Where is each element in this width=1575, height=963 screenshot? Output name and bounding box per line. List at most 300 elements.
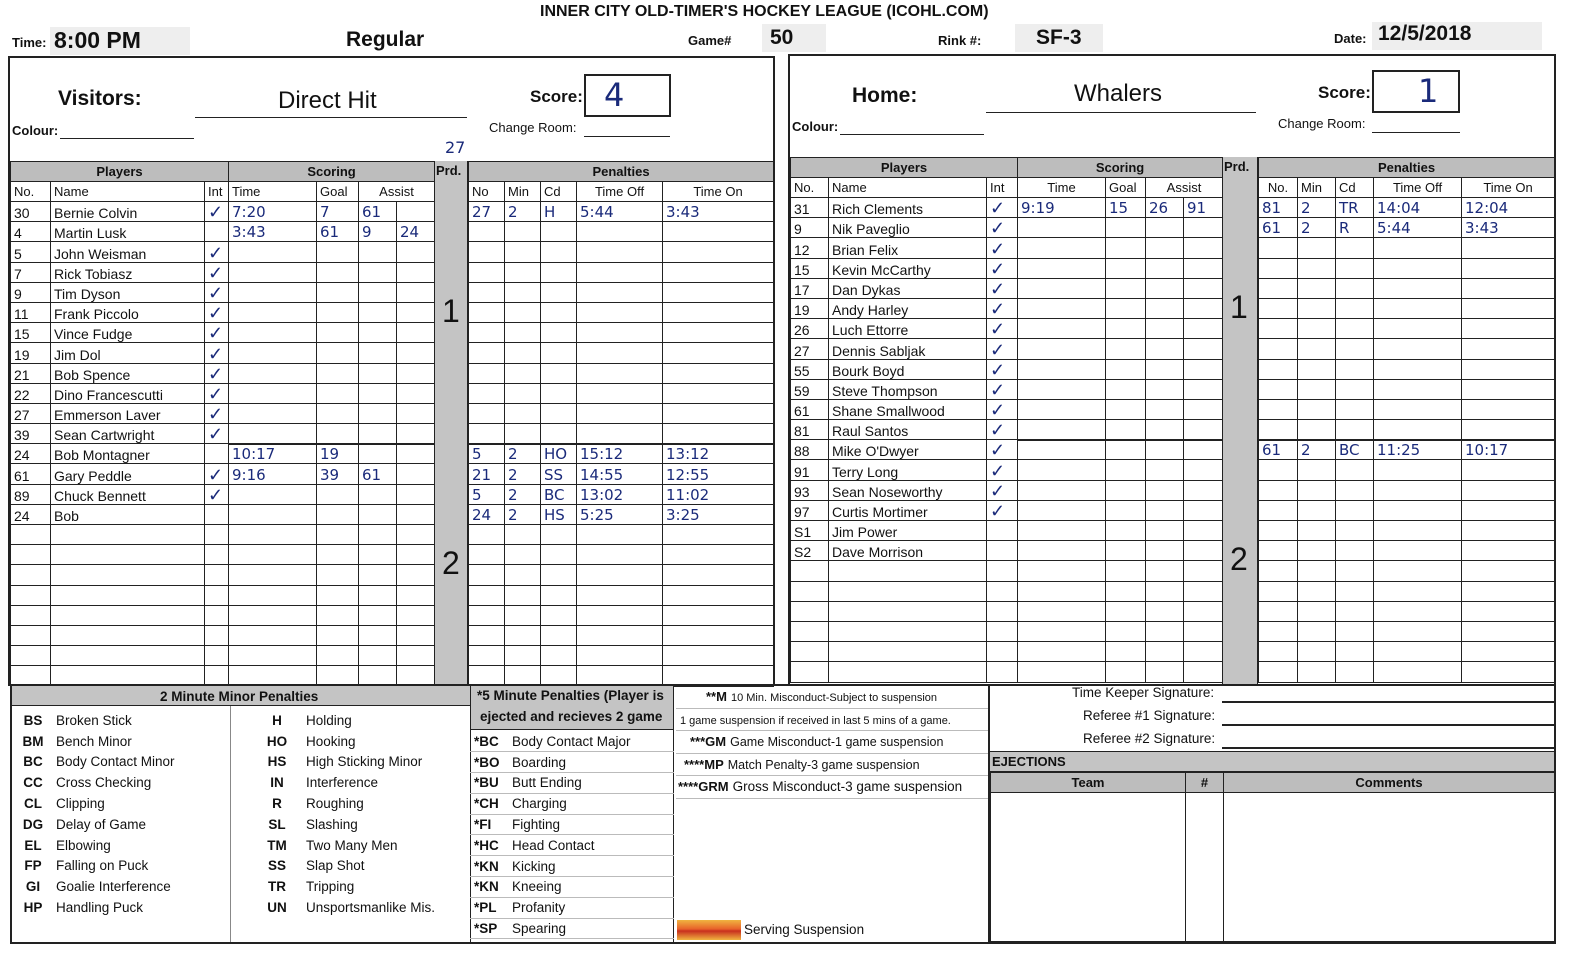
- visitors-player-cell[interactable]: [205, 525, 229, 545]
- visitors-player-cell[interactable]: [51, 323, 205, 343]
- visitors-penalty-cell[interactable]: [541, 383, 577, 403]
- visitors-penalty-cell[interactable]: [469, 383, 505, 403]
- visitors-scoring-cell[interactable]: [229, 565, 317, 585]
- visitors-scoring-cell[interactable]: [359, 464, 397, 484]
- home-penalty-cell[interactable]: [1374, 621, 1462, 641]
- home-scoring-cell[interactable]: [1184, 218, 1223, 238]
- visitors-penalty-cell[interactable]: [541, 525, 577, 545]
- visitors-penalty-cell[interactable]: [469, 343, 505, 363]
- home-player-cell[interactable]: [791, 278, 829, 298]
- home-player-cell[interactable]: [829, 198, 987, 218]
- visitors-scoring-cell[interactable]: [229, 282, 317, 302]
- home-penalty-cell[interactable]: [1336, 298, 1374, 318]
- home-scoring-cell[interactable]: [1146, 642, 1184, 662]
- home-scoring-cell[interactable]: [1018, 319, 1106, 339]
- visitors-penalty-cell[interactable]: [663, 646, 774, 666]
- home-scoring-cell[interactable]: [1106, 399, 1146, 419]
- visitors-scoring-cell[interactable]: [317, 605, 359, 625]
- visitors-scoring-cell[interactable]: [229, 403, 317, 423]
- visitors-penalty-cell[interactable]: [541, 222, 577, 242]
- visitors-penalty-cell[interactable]: [469, 484, 505, 504]
- home-player-cell[interactable]: [829, 460, 987, 480]
- visitors-player-cell[interactable]: [205, 464, 229, 484]
- home-penalty-cell[interactable]: [1298, 621, 1336, 641]
- visitors-scoring-cell[interactable]: [359, 323, 397, 343]
- home-scoring-cell[interactable]: [1018, 399, 1106, 419]
- home-scoring-cell[interactable]: [1184, 359, 1223, 379]
- home-scoring-cell[interactable]: [1184, 500, 1223, 520]
- visitors-scoring-cell[interactable]: [397, 525, 435, 545]
- home-player-cell[interactable]: [829, 218, 987, 238]
- home-player-cell[interactable]: [829, 440, 987, 460]
- visitors-scoring-cell[interactable]: [359, 343, 397, 363]
- home-penalty-cell[interactable]: [1298, 601, 1336, 621]
- home-scoring-cell[interactable]: [1018, 642, 1106, 662]
- visitors-player-cell[interactable]: [11, 363, 51, 383]
- home-penalty-cell[interactable]: [1336, 238, 1374, 258]
- visitors-scoring-cell[interactable]: [229, 504, 317, 524]
- home-scoring-cell[interactable]: [1146, 601, 1184, 621]
- visitors-penalty-cell[interactable]: [541, 605, 577, 625]
- visitors-penalty-cell[interactable]: [469, 545, 505, 565]
- home-penalty-cell[interactable]: [1462, 298, 1555, 318]
- visitors-penalty-cell[interactable]: [577, 504, 663, 524]
- visitors-player-cell[interactable]: [11, 242, 51, 262]
- visitors-player-cell[interactable]: [51, 222, 205, 242]
- home-scoring-cell[interactable]: [1018, 218, 1106, 238]
- visitors-scoring-cell[interactable]: [229, 383, 317, 403]
- home-scoring-cell[interactable]: [1146, 480, 1184, 500]
- home-scoring-cell[interactable]: [1184, 278, 1223, 298]
- home-penalty-cell[interactable]: [1374, 440, 1462, 460]
- home-penalty-cell[interactable]: [1336, 218, 1374, 238]
- visitors-scoring-cell[interactable]: [359, 242, 397, 262]
- visitors-scoring-cell[interactable]: [229, 363, 317, 383]
- home-scoring-cell[interactable]: [1184, 319, 1223, 339]
- home-player-cell[interactable]: [791, 319, 829, 339]
- home-penalty-cell[interactable]: [1374, 319, 1462, 339]
- home-player-cell[interactable]: [791, 420, 829, 440]
- visitors-penalty-cell[interactable]: [577, 403, 663, 423]
- visitors-scoring-cell[interactable]: [397, 383, 435, 403]
- home-penalty-cell[interactable]: [1462, 420, 1555, 440]
- visitors-scoring-cell[interactable]: [397, 484, 435, 504]
- visitors-player-cell[interactable]: [51, 525, 205, 545]
- visitors-player-cell[interactable]: [11, 504, 51, 524]
- home-penalty-cell[interactable]: [1462, 480, 1555, 500]
- home-penalty-cell[interactable]: [1462, 561, 1555, 581]
- home-penalty-cell[interactable]: [1259, 339, 1298, 359]
- home-penalty-cell[interactable]: [1336, 500, 1374, 520]
- home-scoring-cell[interactable]: [1184, 601, 1223, 621]
- home-penalty-cell[interactable]: [1298, 662, 1336, 682]
- home-player-cell[interactable]: [987, 218, 1018, 238]
- visitors-scoring-cell[interactable]: [317, 525, 359, 545]
- home-player-cell[interactable]: [791, 500, 829, 520]
- home-player-cell[interactable]: [829, 561, 987, 581]
- visitors-player-cell[interactable]: [205, 363, 229, 383]
- home-penalty-cell[interactable]: [1298, 319, 1336, 339]
- home-penalty-cell[interactable]: [1259, 359, 1298, 379]
- visitors-penalty-cell[interactable]: [541, 202, 577, 222]
- home-player-cell[interactable]: [829, 379, 987, 399]
- visitors-penalty-cell[interactable]: [505, 464, 541, 484]
- home-scoring-cell[interactable]: [1184, 258, 1223, 278]
- home-scoring-cell[interactable]: [1018, 339, 1106, 359]
- home-penalty-cell[interactable]: [1259, 541, 1298, 561]
- visitors-player-cell[interactable]: [51, 585, 205, 605]
- visitors-penalty-cell[interactable]: [663, 666, 774, 686]
- home-penalty-cell[interactable]: [1336, 460, 1374, 480]
- visitors-penalty-cell[interactable]: [577, 242, 663, 262]
- home-player-cell[interactable]: [791, 198, 829, 218]
- home-penalty-cell[interactable]: [1462, 521, 1555, 541]
- visitors-player-cell[interactable]: [205, 444, 229, 464]
- home-scoring-cell[interactable]: [1018, 521, 1106, 541]
- home-player-cell[interactable]: [829, 319, 987, 339]
- visitors-player-cell[interactable]: [11, 343, 51, 363]
- visitors-player-cell[interactable]: [51, 646, 205, 666]
- home-scoring-cell[interactable]: [1146, 278, 1184, 298]
- home-scoring-cell[interactable]: [1018, 601, 1106, 621]
- home-scoring-cell[interactable]: [1184, 642, 1223, 662]
- home-scoring-cell[interactable]: [1146, 198, 1184, 218]
- visitors-penalty-cell[interactable]: [663, 565, 774, 585]
- home-player-cell[interactable]: [829, 278, 987, 298]
- visitors-penalty-cell[interactable]: [663, 444, 774, 464]
- home-scoring-cell[interactable]: [1146, 238, 1184, 258]
- home-scoring-cell[interactable]: [1146, 399, 1184, 419]
- visitors-player-cell[interactable]: [51, 242, 205, 262]
- visitors-penalty-cell[interactable]: [469, 585, 505, 605]
- home-penalty-cell[interactable]: [1336, 521, 1374, 541]
- visitors-penalty-cell[interactable]: [505, 646, 541, 666]
- home-player-cell[interactable]: [987, 581, 1018, 601]
- home-penalty-cell[interactable]: [1298, 440, 1336, 460]
- home-scoring-cell[interactable]: [1146, 541, 1184, 561]
- home-player-cell[interactable]: [829, 298, 987, 318]
- visitors-scoring-cell[interactable]: [317, 666, 359, 686]
- visitors-penalty-cell[interactable]: [541, 282, 577, 302]
- home-scoring-cell[interactable]: [1146, 339, 1184, 359]
- visitors-scoring-cell[interactable]: [359, 484, 397, 504]
- visitors-scoring-cell[interactable]: [397, 545, 435, 565]
- home-penalty-cell[interactable]: [1336, 258, 1374, 278]
- visitors-scoring-cell[interactable]: [397, 605, 435, 625]
- home-penalty-cell[interactable]: [1336, 359, 1374, 379]
- visitors-penalty-cell[interactable]: [577, 302, 663, 322]
- visitors-penalty-cell[interactable]: [663, 504, 774, 524]
- visitors-scoring-cell[interactable]: [359, 545, 397, 565]
- visitors-penalty-cell[interactable]: [577, 262, 663, 282]
- home-scoring-cell[interactable]: [1184, 480, 1223, 500]
- home-penalty-cell[interactable]: [1462, 601, 1555, 621]
- home-scoring-cell[interactable]: [1184, 561, 1223, 581]
- home-player-cell[interactable]: [791, 561, 829, 581]
- home-penalty-cell[interactable]: [1374, 561, 1462, 581]
- home-penalty-cell[interactable]: [1374, 278, 1462, 298]
- home-scoring-cell[interactable]: [1106, 278, 1146, 298]
- visitors-player-cell[interactable]: [11, 403, 51, 423]
- visitors-player-cell[interactable]: [51, 444, 205, 464]
- home-player-cell[interactable]: [791, 298, 829, 318]
- home-penalty-cell[interactable]: [1336, 662, 1374, 682]
- home-scoring-cell[interactable]: [1106, 339, 1146, 359]
- visitors-player-cell[interactable]: [51, 363, 205, 383]
- visitors-penalty-cell[interactable]: [505, 605, 541, 625]
- home-scoring-cell[interactable]: [1146, 621, 1184, 641]
- home-penalty-cell[interactable]: [1298, 460, 1336, 480]
- visitors-scoring-cell[interactable]: [317, 504, 359, 524]
- home-scoring-cell[interactable]: [1018, 258, 1106, 278]
- home-penalty-cell[interactable]: [1336, 601, 1374, 621]
- home-scoring-cell[interactable]: [1018, 420, 1106, 440]
- visitors-penalty-cell[interactable]: [577, 464, 663, 484]
- visitors-player-cell[interactable]: [205, 666, 229, 686]
- home-scoring-cell[interactable]: [1184, 198, 1223, 218]
- home-penalty-cell[interactable]: [1374, 258, 1462, 278]
- visitors-player-cell[interactable]: [51, 504, 205, 524]
- visitors-penalty-cell[interactable]: [541, 666, 577, 686]
- home-player-cell[interactable]: [791, 359, 829, 379]
- visitors-scoring-cell[interactable]: [317, 363, 359, 383]
- home-penalty-cell[interactable]: [1336, 480, 1374, 500]
- visitors-penalty-cell[interactable]: [541, 625, 577, 645]
- home-penalty-cell[interactable]: [1259, 521, 1298, 541]
- home-player-cell[interactable]: [829, 601, 987, 621]
- visitors-scoring-cell[interactable]: [229, 585, 317, 605]
- home-penalty-cell[interactable]: [1259, 460, 1298, 480]
- visitors-scoring-cell[interactable]: [229, 464, 317, 484]
- visitors-scoring-cell[interactable]: [397, 282, 435, 302]
- home-penalty-cell[interactable]: [1374, 298, 1462, 318]
- visitors-scoring-cell[interactable]: [229, 605, 317, 625]
- visitors-player-cell[interactable]: [205, 565, 229, 585]
- visitors-player-cell[interactable]: [205, 403, 229, 423]
- visitors-penalty-cell[interactable]: [469, 625, 505, 645]
- home-player-cell[interactable]: [987, 298, 1018, 318]
- visitors-player-cell[interactable]: [51, 424, 205, 444]
- visitors-penalty-cell[interactable]: [663, 545, 774, 565]
- home-penalty-cell[interactable]: [1374, 662, 1462, 682]
- home-penalty-cell[interactable]: [1462, 278, 1555, 298]
- visitors-scoring-cell[interactable]: [397, 262, 435, 282]
- visitors-scoring-cell[interactable]: [397, 343, 435, 363]
- home-scoring-cell[interactable]: [1018, 298, 1106, 318]
- visitors-scoring-cell[interactable]: [229, 525, 317, 545]
- visitors-penalty-cell[interactable]: [577, 343, 663, 363]
- home-player-cell[interactable]: [987, 541, 1018, 561]
- visitors-scoring-cell[interactable]: [229, 545, 317, 565]
- visitors-player-cell[interactable]: [51, 343, 205, 363]
- visitors-scoring-cell[interactable]: [229, 262, 317, 282]
- visitors-player-cell[interactable]: [11, 646, 51, 666]
- home-player-cell[interactable]: [791, 238, 829, 258]
- visitors-player-cell[interactable]: [11, 444, 51, 464]
- home-scoring-cell[interactable]: [1018, 561, 1106, 581]
- home-player-cell[interactable]: [791, 521, 829, 541]
- home-scoring-cell[interactable]: [1184, 521, 1223, 541]
- visitors-penalty-cell[interactable]: [577, 666, 663, 686]
- home-penalty-cell[interactable]: [1374, 460, 1462, 480]
- visitors-penalty-cell[interactable]: [469, 242, 505, 262]
- home-player-cell[interactable]: [829, 521, 987, 541]
- home-penalty-cell[interactable]: [1336, 379, 1374, 399]
- home-scoring-cell[interactable]: [1106, 561, 1146, 581]
- visitors-player-cell[interactable]: [205, 282, 229, 302]
- home-penalty-cell[interactable]: [1298, 359, 1336, 379]
- visitors-penalty-cell[interactable]: [469, 282, 505, 302]
- visitors-player-cell[interactable]: [51, 545, 205, 565]
- home-scoring-cell[interactable]: [1146, 521, 1184, 541]
- home-player-cell[interactable]: [791, 440, 829, 460]
- ejections-comments-cell[interactable]: [1224, 793, 1555, 942]
- home-penalty-cell[interactable]: [1259, 278, 1298, 298]
- visitors-scoring-cell[interactable]: [229, 424, 317, 444]
- home-scoring-cell[interactable]: [1184, 379, 1223, 399]
- home-penalty-cell[interactable]: [1374, 399, 1462, 419]
- visitors-scoring-cell[interactable]: [317, 262, 359, 282]
- visitors-scoring-cell[interactable]: [397, 323, 435, 343]
- home-scoring-cell[interactable]: [1146, 298, 1184, 318]
- home-penalty-cell[interactable]: [1259, 420, 1298, 440]
- visitors-penalty-cell[interactable]: [663, 323, 774, 343]
- visitors-scoring-cell[interactable]: [317, 242, 359, 262]
- visitors-penalty-cell[interactable]: [577, 625, 663, 645]
- visitors-penalty-cell[interactable]: [541, 444, 577, 464]
- visitors-penalty-cell[interactable]: [663, 282, 774, 302]
- home-scoring-cell[interactable]: [1184, 621, 1223, 641]
- visitors-player-cell[interactable]: [11, 605, 51, 625]
- visitors-scoring-cell[interactable]: [317, 585, 359, 605]
- home-scoring-cell[interactable]: [1106, 218, 1146, 238]
- home-scoring-cell[interactable]: [1018, 278, 1106, 298]
- visitors-penalty-cell[interactable]: [469, 222, 505, 242]
- visitors-scoring-cell[interactable]: [359, 262, 397, 282]
- visitors-penalty-cell[interactable]: [469, 202, 505, 222]
- home-penalty-cell[interactable]: [1462, 218, 1555, 238]
- home-player-cell[interactable]: [829, 541, 987, 561]
- home-penalty-cell[interactable]: [1298, 480, 1336, 500]
- home-penalty-cell[interactable]: [1259, 319, 1298, 339]
- visitors-penalty-cell[interactable]: [469, 424, 505, 444]
- visitors-scoring-cell[interactable]: [317, 222, 359, 242]
- visitors-penalty-cell[interactable]: [577, 202, 663, 222]
- home-scoring-cell[interactable]: [1106, 541, 1146, 561]
- visitors-scoring-cell[interactable]: [397, 444, 435, 464]
- visitors-scoring-cell[interactable]: [359, 444, 397, 464]
- home-scoring-cell[interactable]: [1184, 399, 1223, 419]
- home-scoring-cell[interactable]: [1106, 298, 1146, 318]
- visitors-player-cell[interactable]: [205, 605, 229, 625]
- home-penalty-cell[interactable]: [1462, 319, 1555, 339]
- home-scoring-cell[interactable]: [1018, 541, 1106, 561]
- home-scoring-cell[interactable]: [1018, 379, 1106, 399]
- timekeeper-line[interactable]: [1222, 701, 1554, 703]
- visitors-penalty-cell[interactable]: [505, 383, 541, 403]
- home-scoring-cell[interactable]: [1184, 662, 1223, 682]
- visitors-penalty-cell[interactable]: [541, 262, 577, 282]
- visitors-penalty-cell[interactable]: [469, 262, 505, 282]
- home-player-cell[interactable]: [791, 399, 829, 419]
- visitors-penalty-cell[interactable]: [469, 464, 505, 484]
- home-penalty-cell[interactable]: [1374, 218, 1462, 238]
- visitors-penalty-cell[interactable]: [541, 585, 577, 605]
- visitors-player-cell[interactable]: [205, 323, 229, 343]
- visitors-scoring-cell[interactable]: [359, 646, 397, 666]
- visitors-penalty-cell[interactable]: [505, 403, 541, 423]
- home-penalty-cell[interactable]: [1298, 581, 1336, 601]
- home-player-cell[interactable]: [829, 399, 987, 419]
- visitors-penalty-cell[interactable]: [505, 282, 541, 302]
- visitors-penalty-cell[interactable]: [505, 525, 541, 545]
- home-player-cell[interactable]: [987, 278, 1018, 298]
- home-player-cell[interactable]: [987, 521, 1018, 541]
- visitors-player-cell[interactable]: [205, 424, 229, 444]
- visitors-player-cell[interactable]: [51, 666, 205, 686]
- visitors-player-cell[interactable]: [51, 565, 205, 585]
- visitors-player-cell[interactable]: [205, 262, 229, 282]
- visitors-scoring-cell[interactable]: [317, 646, 359, 666]
- visitors-player-cell[interactable]: [205, 585, 229, 605]
- visitors-penalty-cell[interactable]: [541, 323, 577, 343]
- visitors-scoring-cell[interactable]: [397, 242, 435, 262]
- home-penalty-cell[interactable]: [1374, 601, 1462, 621]
- home-penalty-cell[interactable]: [1259, 601, 1298, 621]
- home-player-cell[interactable]: [829, 359, 987, 379]
- home-scoring-cell[interactable]: [1146, 420, 1184, 440]
- home-penalty-cell[interactable]: [1462, 198, 1555, 218]
- visitors-penalty-cell[interactable]: [541, 363, 577, 383]
- home-player-cell[interactable]: [987, 319, 1018, 339]
- home-penalty-cell[interactable]: [1259, 662, 1298, 682]
- home-scoring-cell[interactable]: [1106, 642, 1146, 662]
- home-scoring-cell[interactable]: [1106, 521, 1146, 541]
- visitors-scoring-cell[interactable]: [359, 302, 397, 322]
- home-scoring-cell[interactable]: [1146, 500, 1184, 520]
- visitors-penalty-cell[interactable]: [663, 302, 774, 322]
- home-penalty-cell[interactable]: [1462, 238, 1555, 258]
- visitors-penalty-cell[interactable]: [505, 262, 541, 282]
- visitors-player-cell[interactable]: [205, 202, 229, 222]
- home-scoring-cell[interactable]: [1018, 460, 1106, 480]
- visitors-penalty-cell[interactable]: [541, 504, 577, 524]
- home-scoring-cell[interactable]: [1106, 319, 1146, 339]
- visitors-player-cell[interactable]: [11, 565, 51, 585]
- home-scoring-cell[interactable]: [1146, 379, 1184, 399]
- visitors-player-cell[interactable]: [11, 666, 51, 686]
- visitors-player-cell[interactable]: [205, 625, 229, 645]
- visitors-penalty-cell[interactable]: [663, 464, 774, 484]
- visitors-penalty-cell[interactable]: [663, 403, 774, 423]
- visitors-scoring-cell[interactable]: [359, 605, 397, 625]
- home-penalty-cell[interactable]: [1298, 278, 1336, 298]
- visitors-scoring-cell[interactable]: [229, 484, 317, 504]
- home-player-cell[interactable]: [791, 581, 829, 601]
- visitors-scoring-cell[interactable]: [317, 424, 359, 444]
- visitors-penalty-cell[interactable]: [663, 605, 774, 625]
- visitors-player-cell[interactable]: [205, 646, 229, 666]
- visitors-penalty-cell[interactable]: [541, 464, 577, 484]
- home-player-cell[interactable]: [987, 339, 1018, 359]
- home-scoring-cell[interactable]: [1106, 460, 1146, 480]
- visitors-penalty-cell[interactable]: [541, 545, 577, 565]
- visitors-penalty-cell[interactable]: [577, 222, 663, 242]
- visitors-penalty-cell[interactable]: [663, 242, 774, 262]
- visitors-penalty-cell[interactable]: [541, 242, 577, 262]
- home-scoring-cell[interactable]: [1184, 238, 1223, 258]
- visitors-scoring-cell[interactable]: [359, 525, 397, 545]
